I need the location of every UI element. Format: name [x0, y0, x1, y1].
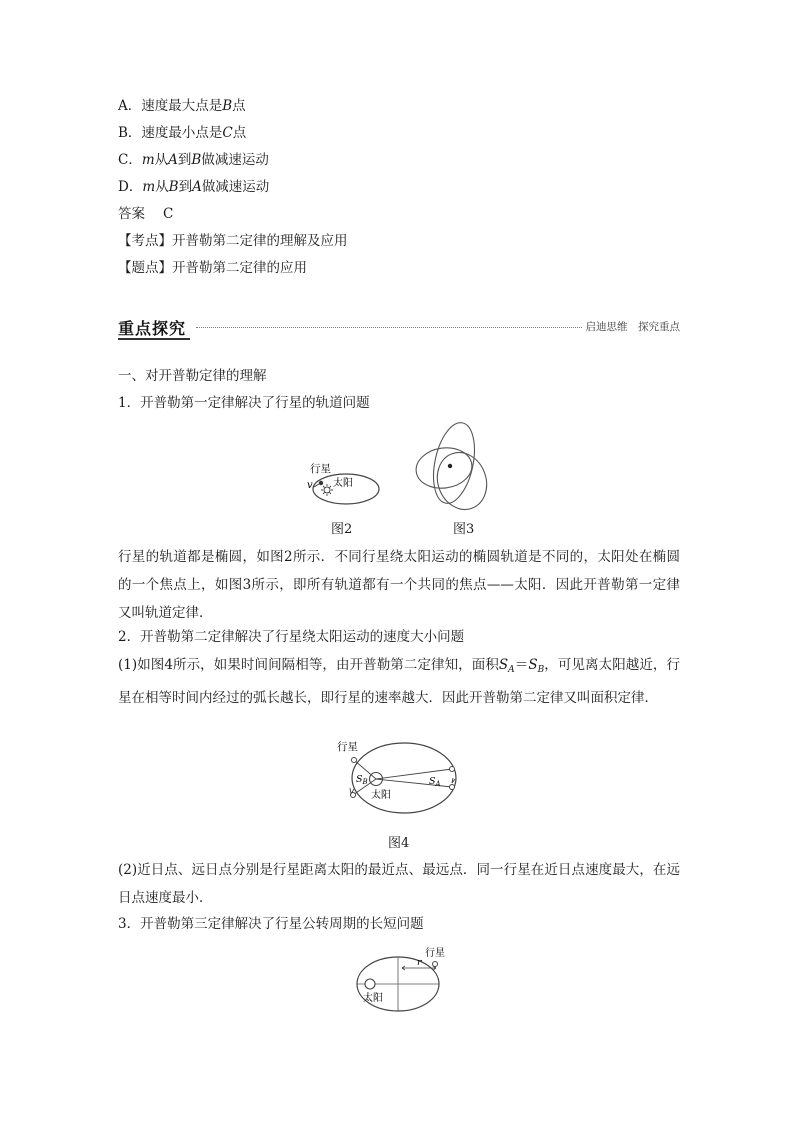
answer-label: 答案: [118, 206, 145, 222]
fig4-sb-label: $S_B$: [356, 774, 368, 786]
fig4-arrow-right: [452, 778, 455, 783]
option-a-var: B: [222, 98, 233, 114]
fig2-sun-icon: [321, 484, 333, 496]
option-a: [118, 96, 246, 116]
option-c-v1: A: [168, 152, 178, 168]
option-c-prefix: C．: [118, 152, 142, 168]
fig4-caption: 图4: [388, 836, 410, 851]
fig2-planet-label: 行星: [310, 463, 331, 475]
fig3-orbit-2: [413, 444, 474, 491]
section-dotted-rule: [196, 327, 582, 328]
option-a-suffix: 点: [232, 98, 246, 114]
item-1: 1．开普勒第一定律解决了行星的轨道问题: [118, 395, 370, 411]
option-c-t3: 做减速运动: [201, 152, 269, 168]
para2-text-a: (1)如图4所示，如果时间间隔相等，由开普勒第二定律知，面积: [118, 657, 499, 673]
fig5-sun-label: 太阳: [363, 993, 383, 1004]
option-d-prefix: D．: [118, 179, 143, 195]
item-2: 2．开普勒第二定律解决了行星绕太阳运动的速度大小问题: [118, 629, 465, 645]
fig5-planet-label: 行星: [425, 948, 445, 959]
fig4-sun-label: 太阳: [371, 790, 391, 801]
answer-value: C: [163, 206, 174, 222]
kaodian-line: 【考点】开普勒第二定律的理解及应用: [118, 233, 348, 249]
fig2-planet-dot: [319, 481, 323, 485]
option-d: [118, 177, 269, 197]
fig3-orbit-1: [427, 419, 481, 507]
fig2-v-label: v: [307, 480, 313, 491]
option-b-suffix: 点: [232, 125, 247, 141]
paragraph-3: (2)近日点、远日点分别是行星距离太阳的最近点、最远点．同一行星在近日点速度最大，在远日点速度最小．: [118, 862, 680, 906]
fig4-planet-label: 行星: [337, 741, 358, 753]
para2-text-b: ，可见离太阳越近，行星在相等时间内经过的弧长越长，即行星的速率越大．因此开普勒第二定律又叫面积定律．: [118, 657, 681, 706]
para2-s-a: S: [498, 657, 509, 673]
para2-s-b: S: [528, 657, 538, 673]
tidian-line: 【题点】开普勒第二定律的应用: [118, 260, 307, 276]
option-d-t3: 做减速运动: [201, 179, 270, 195]
option-c-m: m: [141, 152, 155, 168]
para2-s-a-sub: A: [508, 665, 515, 675]
figure-4: [334, 738, 464, 826]
option-d-v2: A: [192, 179, 202, 195]
fig4-point-3: [450, 767, 455, 772]
fig4-sa-label: $S_A$: [429, 776, 441, 788]
fig5-planet: [433, 962, 438, 967]
option-a-prefix: A．速度最大点是: [118, 98, 223, 114]
section-tag: 启迪思维 探究重点: [585, 321, 680, 333]
section-title-underline: [118, 338, 190, 340]
paragraph-2: [118, 651, 680, 712]
option-b-var: C: [222, 125, 233, 141]
section-header: [118, 316, 680, 338]
answer-line: [118, 204, 173, 224]
fig3-focus-dot: [448, 464, 452, 468]
fig4-radius-lines: [353, 760, 452, 795]
section-title: 重点探究: [118, 319, 187, 338]
para2-s-b-sub: B: [537, 665, 545, 675]
option-d-m: m: [142, 179, 156, 195]
figure-3: [412, 418, 497, 514]
fig3-caption: 图3: [453, 522, 475, 537]
fig5-r-label: r: [417, 957, 422, 968]
fig2-sun-label: 太阳: [333, 478, 353, 489]
option-d-t1: 从: [155, 179, 169, 195]
fig5-sun: [365, 979, 375, 989]
option-c-t2: 到: [177, 152, 192, 168]
option-d-t2: 到: [178, 179, 193, 195]
option-d-v1: B: [168, 179, 179, 195]
option-c-t1: 从: [154, 152, 169, 168]
fig3-orbit-3: [430, 446, 495, 514]
option-c: [118, 150, 269, 170]
para2-eq: ＝: [514, 657, 529, 673]
option-b-prefix: B．速度最小点是: [118, 125, 223, 141]
fig4-point-1: [352, 758, 357, 763]
option-b: [118, 123, 246, 143]
fig4-point-4: [450, 785, 455, 790]
paragraph-1: 行星的轨道都是椭圆，如图2所示．不同行星绕太阳运动的椭圆轨道是不同的，太阳处在椭圆的一个焦点上，如图3所示，即所有轨道都有一个共同的焦点——太阳．因此开普勒第一定律又叫轨道定律．: [118, 549, 680, 621]
option-c-v2: B: [191, 152, 202, 168]
heading-1: 一、对开普勒定律的理解: [118, 368, 267, 384]
figure-2: [300, 460, 390, 508]
fig2-caption: 图2: [331, 522, 353, 537]
item-3: 3．开普勒第三定律解决了行星公转周期的长短问题: [118, 916, 424, 932]
figure-5: [350, 944, 450, 1016]
